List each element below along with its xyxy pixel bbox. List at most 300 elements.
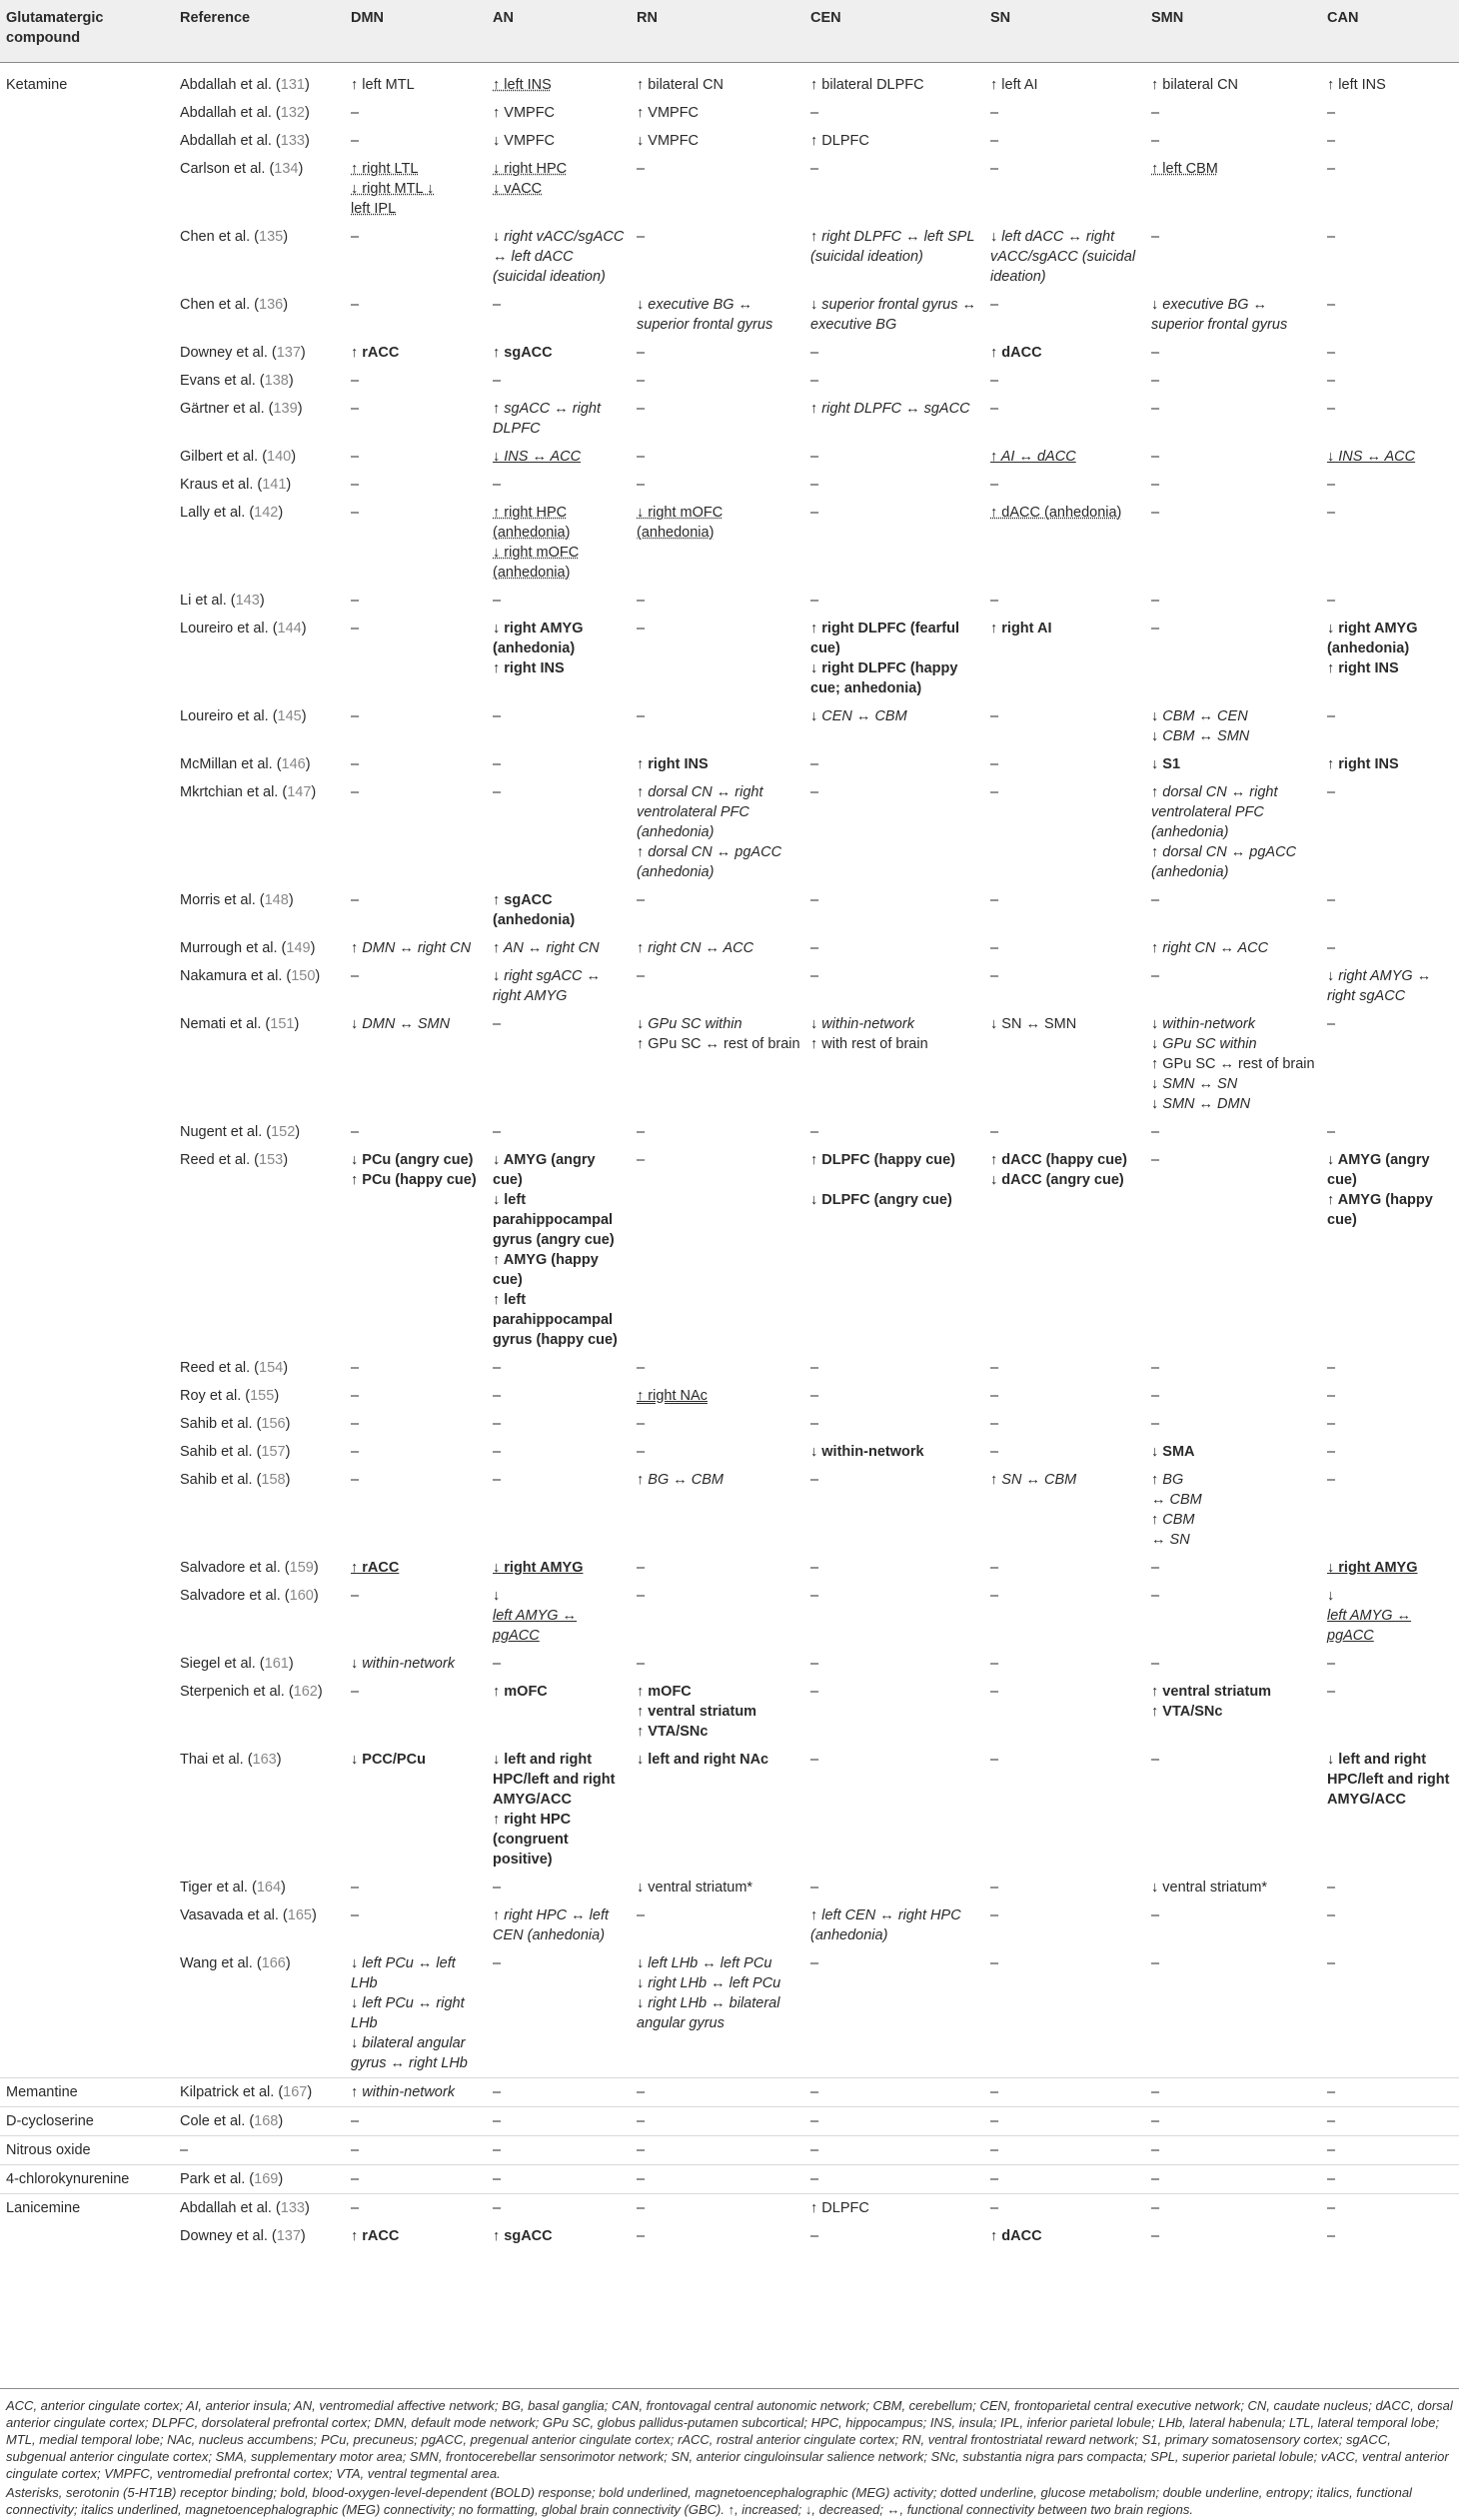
rn-cell [631, 223, 804, 291]
reference-text: Gärtner et al. [180, 401, 265, 417]
compound-cell [0, 499, 174, 587]
compound-cell [0, 1678, 174, 1746]
finding-text: – [1327, 477, 1336, 493]
finding-text: – [990, 593, 999, 609]
finding-text: ↑ left parahippocampal gyrus (happy cue) [493, 1292, 618, 1348]
cen-cell [804, 1438, 984, 1466]
reference-cell: Roy et al. (155) [180, 1388, 280, 1404]
citation-link[interactable]: 152 [271, 1124, 296, 1140]
sn-cell [984, 750, 1145, 778]
reference-cell: Kraus et al. (141) [180, 477, 292, 493]
finding-text: – [1327, 784, 1336, 800]
finding-text: – [1327, 1684, 1336, 1700]
table-row [0, 1354, 1459, 1382]
header-dmn: DMN [345, 0, 487, 63]
table-row [0, 1382, 1459, 1410]
citation-link[interactable]: 166 [261, 1955, 286, 1971]
finding-text: – [1151, 1360, 1160, 1376]
finding-text: – [351, 756, 360, 772]
finding-text: ↑ left INS [493, 77, 552, 93]
finding-text: – [1151, 477, 1160, 493]
citation-link[interactable]: 136 [259, 297, 284, 313]
sn-cell [984, 1010, 1145, 1118]
finding-text: – [493, 2084, 502, 2100]
smn-cell [1145, 2078, 1321, 2107]
an-cell [487, 2078, 631, 2107]
finding-text: ↓ [1327, 1588, 1335, 1604]
an-cell [487, 1438, 631, 1466]
cen-cell [804, 886, 984, 934]
sn-cell [984, 934, 1145, 962]
reference-text: Carlson et al. [180, 161, 266, 177]
an-cell [487, 2165, 631, 2194]
finding-text: – [990, 1752, 999, 1768]
an-cell [487, 443, 631, 471]
sn-cell [984, 1874, 1145, 1901]
compound-cell [0, 962, 174, 1010]
finding-text: – [493, 1416, 502, 1432]
compound-cell [0, 99, 174, 127]
finding-text: – [1327, 1360, 1336, 1376]
finding-text: – [810, 1416, 819, 1432]
reference-cell: Carlson et al. (134) [180, 161, 304, 177]
finding-text: ↓ within-network [1151, 1016, 1255, 1032]
finding-text: – [990, 968, 999, 984]
can-cell [1321, 1874, 1459, 1901]
finding-text: ↑ right DLPFC (fearful cue) [810, 621, 960, 656]
table-row [0, 886, 1459, 934]
finding-text: ↓ right HPC [493, 161, 568, 177]
citation-link[interactable]: 148 [264, 892, 289, 908]
rn-cell [631, 934, 804, 962]
citation-link[interactable]: 139 [273, 401, 298, 417]
table-row [0, 2107, 1459, 2136]
finding-text: – [1327, 940, 1336, 956]
finding-text: – [1327, 2200, 1336, 2216]
table-row [0, 127, 1459, 155]
finding-text: ↓ right AMYG [1327, 1560, 1418, 1576]
finding-text: ↓ DLPFC (angry cue) [810, 1192, 952, 1208]
citation-link[interactable]: 138 [264, 373, 289, 389]
finding-text: – [1327, 297, 1336, 313]
can-cell [1321, 778, 1459, 886]
finding-text: – [493, 1388, 502, 1404]
an-cell [487, 1949, 631, 2078]
citation-link[interactable]: 142 [254, 505, 279, 521]
smn-cell [1145, 1466, 1321, 1554]
smn-cell [1145, 2194, 1321, 2223]
citation-link[interactable]: 146 [281, 756, 306, 772]
cen-cell [804, 291, 984, 339]
cen-cell [804, 1949, 984, 2078]
table-header [0, 0, 1459, 63]
finding-text: – [1151, 345, 1160, 361]
finding-text: – [351, 968, 360, 984]
finding-text: – [990, 1360, 999, 1376]
finding-text: ↑ right INS [493, 660, 565, 676]
an-cell [487, 1678, 631, 1746]
finding-text: – [1151, 1955, 1160, 1971]
finding-text: ↓ AMYG (angry cue) [1327, 1152, 1430, 1188]
finding-text: – [351, 449, 360, 465]
an-cell [487, 395, 631, 443]
finding-text: – [1151, 2142, 1160, 2158]
cen-cell [804, 1010, 984, 1118]
rn-cell [631, 339, 804, 367]
finding-text: – [637, 708, 646, 724]
compound-cell [0, 1146, 174, 1354]
reference-cell: Gärtner et al. (139) [180, 401, 303, 417]
finding-text: – [637, 1560, 646, 1576]
rn-cell [631, 1146, 804, 1354]
finding-text: – [637, 1656, 646, 1672]
reference-cell: Chen et al. (135) [180, 229, 289, 245]
rn-cell [631, 1582, 804, 1650]
smn-cell [1145, 155, 1321, 223]
table-row [0, 934, 1459, 962]
citation-link[interactable]: 133 [280, 133, 305, 149]
finding-text: – [1327, 593, 1336, 609]
dmn-cell [345, 615, 487, 702]
finding-text: – [810, 784, 819, 800]
footnote-legend: Asterisks, serotonin (5-HT1B) receptor binding; bold, blood-oxygen-level-dependent (BOLD) response; bold underlined, magnetoencephalographic (MEG) activity; dotted underline, glucose metabolism; double underline, entropy; italics, functional connectivity; italics underlined, magnetoencephalographic (MEG) connectivity; no formatting, global brain connectivity (GBC). ↑, increased; ↓, decreased; ↔, functional connectivity between two brain regions. [6, 2485, 1412, 2517]
citation-link[interactable]: 159 [289, 1560, 314, 1576]
citation-link[interactable]: 137 [276, 2228, 301, 2244]
finding-text: – [351, 593, 360, 609]
reference-text: Chen et al. [180, 229, 251, 245]
cen-cell [804, 1382, 984, 1410]
citation-link[interactable]: 160 [289, 1588, 314, 1604]
dmn-cell [345, 2136, 487, 2165]
reference-text: Sterpenich et al. [180, 1684, 285, 1700]
sn-cell [984, 2107, 1145, 2136]
finding-text: ↓ PCu (angry cue) [351, 1152, 474, 1168]
finding-text: ↔ CBM [1151, 1492, 1202, 1508]
citation-link[interactable]: 156 [261, 1416, 286, 1432]
rn-cell [631, 443, 804, 471]
citation-link[interactable]: 145 [277, 708, 302, 724]
citation-link[interactable]: 157 [261, 1444, 286, 1460]
reference-text: Loureiro et al. [180, 708, 269, 724]
finding-text: ↓ right AMYG (anhedonia) [493, 621, 584, 656]
table-row [0, 339, 1459, 367]
citation-link[interactable]: 141 [262, 477, 287, 493]
citation-link[interactable]: 149 [286, 940, 311, 956]
finding-text: – [990, 161, 999, 177]
finding-text: ↑ BG [1151, 1472, 1184, 1488]
an-cell [487, 750, 631, 778]
table-row [0, 291, 1459, 339]
sn-cell [984, 1146, 1145, 1354]
citation-link[interactable]: 144 [277, 621, 302, 636]
can-cell [1321, 443, 1459, 471]
citation-link[interactable]: 168 [254, 2113, 279, 2129]
finding-text: – [1151, 2084, 1160, 2100]
reference-text: Tiger et al. [180, 1880, 248, 1895]
compound-cell [0, 395, 174, 443]
header-rn: RN [631, 0, 804, 63]
smn-cell [1145, 99, 1321, 127]
cen-cell [804, 99, 984, 127]
finding-text: – [1151, 105, 1160, 121]
cen-cell [804, 339, 984, 367]
citation-link[interactable]: 143 [235, 593, 260, 609]
cen-cell [804, 155, 984, 223]
table-row [0, 1746, 1459, 1874]
an-cell [487, 1582, 631, 1650]
finding-text: ↑ AN ↔ right CN [493, 940, 600, 956]
compound-cell [0, 1874, 174, 1901]
compound-cell [0, 2222, 174, 2250]
rn-cell [631, 587, 804, 615]
citation-link[interactable]: 134 [274, 161, 299, 177]
citation-link[interactable]: 165 [287, 1907, 312, 1923]
finding-text: – [637, 373, 646, 389]
finding-text: ↓ GPu SC within [1151, 1036, 1257, 1052]
cen-cell [804, 1874, 984, 1901]
finding-text: ↑ mOFC [637, 1684, 692, 1700]
sn-cell [984, 499, 1145, 587]
finding-text: – [637, 449, 646, 465]
citation-link[interactable]: 161 [264, 1656, 289, 1672]
finding-text: ↓ left PCu ↔ right LHb [351, 1995, 465, 2031]
compound-cell: Memantine [0, 2078, 174, 2107]
finding-text: ↑ left MTL [351, 77, 415, 93]
reference-cell: Salvadore et al. (159) [180, 1560, 319, 1576]
smn-cell [1145, 2107, 1321, 2136]
finding-text: – [990, 2084, 999, 2100]
smn-cell [1145, 962, 1321, 1010]
finding-text: – [810, 1472, 819, 1488]
finding-text: – [493, 784, 502, 800]
dmn-cell [345, 1010, 487, 1118]
dmn-cell [345, 395, 487, 443]
can-cell [1321, 223, 1459, 291]
smn-cell [1145, 587, 1321, 615]
finding-text: ↑ right HPC ↔ left CEN (anhedonia) [493, 1907, 610, 1943]
finding-text: ↓ AMYG (angry cue) [493, 1152, 596, 1188]
finding-text: – [637, 2200, 646, 2216]
finding-text: ↓ right mOFC (anhedonia) [493, 545, 580, 581]
table-row [0, 702, 1459, 750]
can-cell [1321, 1438, 1459, 1466]
citation-link[interactable]: 167 [283, 2084, 308, 2100]
finding-text: – [810, 2084, 819, 2100]
smn-cell [1145, 934, 1321, 962]
table-row [0, 750, 1459, 778]
can-cell [1321, 615, 1459, 702]
finding-text: – [1327, 892, 1336, 908]
finding-text: – [351, 1880, 360, 1895]
finding-text: ↓ within-network [810, 1444, 924, 1460]
citation-link[interactable]: 164 [256, 1880, 282, 1895]
reference-text: Abdallah et al. [180, 105, 272, 121]
citation-link[interactable]: 154 [259, 1360, 284, 1376]
citation-link[interactable]: 135 [259, 229, 284, 245]
rn-cell [631, 395, 804, 443]
smn-cell [1145, 471, 1321, 499]
finding-text: ↓ right DLPFC (happy cue; anhedonia) [810, 660, 958, 696]
finding-text: – [810, 1588, 819, 1604]
compound-cell [0, 223, 174, 291]
citation-link[interactable]: 162 [293, 1684, 318, 1700]
citation-link[interactable]: 147 [287, 784, 312, 800]
cen-cell [804, 1118, 984, 1146]
finding-text: ↑ right CN ↔ ACC [1151, 940, 1269, 956]
reference-text: Sahib et al. [180, 1444, 253, 1460]
reference-cell: Loureiro et al. (144) [180, 621, 307, 636]
cen-cell [804, 1678, 984, 1746]
finding-text: – [810, 892, 819, 908]
sn-cell [984, 1354, 1145, 1382]
finding-text: – [810, 2142, 819, 2158]
dmn-cell [345, 1949, 487, 2078]
table-row [0, 2136, 1459, 2165]
sn-cell [984, 367, 1145, 395]
smn-cell [1145, 127, 1321, 155]
finding-text: – [637, 968, 646, 984]
finding-text: ↑ DLPFC (happy cue) [810, 1152, 956, 1168]
compound-cell [0, 155, 174, 223]
finding-text: – [810, 449, 819, 465]
sn-cell [984, 702, 1145, 750]
finding-text: – [1327, 1656, 1336, 1672]
citation-link[interactable]: 131 [280, 77, 305, 93]
an-cell [487, 1146, 631, 1354]
compound-cell [0, 471, 174, 499]
table-row [0, 443, 1459, 471]
an-cell [487, 155, 631, 223]
header-cen: CEN [804, 0, 984, 63]
sn-cell [984, 1746, 1145, 1874]
an-cell [487, 99, 631, 127]
finding-text: ↑ BG ↔ CBM [637, 1472, 725, 1488]
citation-link[interactable]: 140 [267, 449, 292, 465]
finding-text: – [637, 2084, 646, 2100]
reference-cell: Nemati et al. (151) [180, 1016, 300, 1032]
sn-cell [984, 1382, 1145, 1410]
sn-cell [984, 2222, 1145, 2250]
finding-text: – [493, 1472, 502, 1488]
citation-link[interactable]: 169 [254, 2171, 279, 2187]
reference-cell: Li et al. (143) [180, 593, 265, 609]
smn-cell [1145, 1146, 1321, 1354]
sn-cell [984, 587, 1145, 615]
dmn-cell [345, 1146, 487, 1354]
finding-text: – [493, 1955, 502, 1971]
finding-text: – [1151, 2113, 1160, 2129]
finding-text: – [637, 161, 646, 177]
reference-cell [174, 2136, 345, 2165]
finding-text: – [351, 105, 360, 121]
finding-text: – [351, 133, 360, 149]
compound-cell [0, 291, 174, 339]
finding-text: ↑ right NAc [637, 1388, 708, 1404]
finding-text: – [810, 1684, 819, 1700]
an-cell [487, 1874, 631, 1901]
sn-cell [984, 1582, 1145, 1650]
citation-link[interactable]: 150 [291, 968, 316, 984]
finding-text: – [810, 593, 819, 609]
sn-cell [984, 291, 1145, 339]
reference-text: Thai et al. [180, 1752, 244, 1768]
finding-text: – [493, 1656, 502, 1672]
citation-link[interactable]: 132 [280, 105, 305, 121]
finding-text: ↓ INS ↔ ACC [493, 449, 582, 465]
citation-link[interactable]: 153 [259, 1152, 284, 1168]
table-row [0, 1901, 1459, 1949]
smn-cell [1145, 291, 1321, 339]
cen-cell [804, 1146, 984, 1354]
rn-cell [631, 1554, 804, 1582]
citation-link[interactable]: 137 [276, 345, 301, 361]
rn-cell [631, 291, 804, 339]
citation-link[interactable]: 163 [252, 1752, 277, 1768]
finding-text: – [1151, 593, 1160, 609]
compound-cell [0, 750, 174, 778]
finding-text: – [810, 1752, 819, 1768]
finding-text: – [990, 892, 999, 908]
can-cell [1321, 1949, 1459, 2078]
dmn-cell [345, 962, 487, 1010]
rn-cell [631, 1438, 804, 1466]
finding-text: ↑ right DLPFC ↔ left SPL (suicidal ideation) [810, 229, 975, 265]
cen-cell [804, 934, 984, 962]
finding-text: – [351, 2171, 360, 2187]
sn-cell [984, 1466, 1145, 1554]
smn-cell [1145, 1354, 1321, 1382]
footnote-abbreviations: ACC, anterior cingulate cortex; AI, anterior insula; AN, ventromedial affective network; BG, basal ganglia; CAN, frontovagal central autonomic network; CBM, cerebellum; CEN, frontoparietal central executive network; CN, caudate nucleus; dACC, dorsal anterior cingulate cortex; DLPFC, dorsolateral prefrontal cortex; DMN, default mode network; GPu SC, globus pallidus-putamen subcortical; HPC, hippocampus; INS, insula; IPL, inferior parietal lobule; LHb, lateral habenula; LTL, lateral temporal lobe; MTL, medial temporal lobe; NAc, nucleus accumbens; PCu, precuneus; pgACC, pregenual anterior cingulate cortex; rACC, rostral anterior cingulate cortex; RN, ventral frontostriatal reward network; S1, primary somatosensory cortex; sgACC, subgenual anterior cingulate cortex; SMA, supplementary motor area; SMN, frontocerebellar sensorimotor network; SN, anterior cinguloinsular salience network; SNc, substantia nigra pars compacta; SPL, superior parietal lobule; vACC, ventral anterior cingulate cortex; VMPFC, ventromedial prefrontal cortex; VTA, ventral tegmental area. [6, 2398, 1453, 2481]
finding-text: – [1327, 1907, 1336, 1923]
citation-link[interactable]: 155 [250, 1388, 275, 1404]
finding-text: – [990, 2200, 999, 2216]
finding-text: ↓ left and right HPC/left and right AMYG/ACC [1327, 1752, 1450, 1808]
finding-text: – [1327, 133, 1336, 149]
finding-text: – [990, 2142, 999, 2158]
compound-cell [0, 1382, 174, 1410]
cen-cell [804, 1901, 984, 1949]
reference-text: Morris et al. [180, 892, 256, 908]
finding-text: – [351, 1360, 360, 1376]
finding-text: ↓ right AMYG (anhedonia) [1327, 621, 1418, 656]
finding-text: – [493, 1444, 502, 1460]
an-cell [487, 1118, 631, 1146]
dmn-cell [345, 1382, 487, 1410]
finding-text: ↑ SN ↔ CBM [990, 1472, 1077, 1488]
citation-link[interactable]: 133 [280, 2200, 305, 2216]
reference-text: Murrough et al. [180, 940, 278, 956]
finding-text: ↑ AI ↔ dACC [990, 449, 1076, 465]
finding-text: – [351, 892, 360, 908]
smn-cell [1145, 886, 1321, 934]
finding-text: ↓ right mOFC (anhedonia) [637, 505, 724, 541]
finding-text: – [493, 1124, 502, 1140]
smn-cell [1145, 1650, 1321, 1678]
finding-text: – [990, 1880, 999, 1895]
reference-text: Roy et al. [180, 1388, 242, 1404]
finding-text: – [1327, 1016, 1336, 1032]
citation-link[interactable]: 158 [261, 1472, 286, 1488]
can-cell [1321, 1466, 1459, 1554]
finding-text: ↓ left dACC ↔ right vACC/sgACC (suicidal ideation) [990, 229, 1136, 285]
table-row [0, 1650, 1459, 1678]
rn-cell [631, 2136, 804, 2165]
dmn-cell [345, 1554, 487, 1582]
smn-cell [1145, 778, 1321, 886]
compound-cell [0, 934, 174, 962]
rn-cell [631, 99, 804, 127]
citation-link[interactable]: 151 [270, 1016, 295, 1032]
